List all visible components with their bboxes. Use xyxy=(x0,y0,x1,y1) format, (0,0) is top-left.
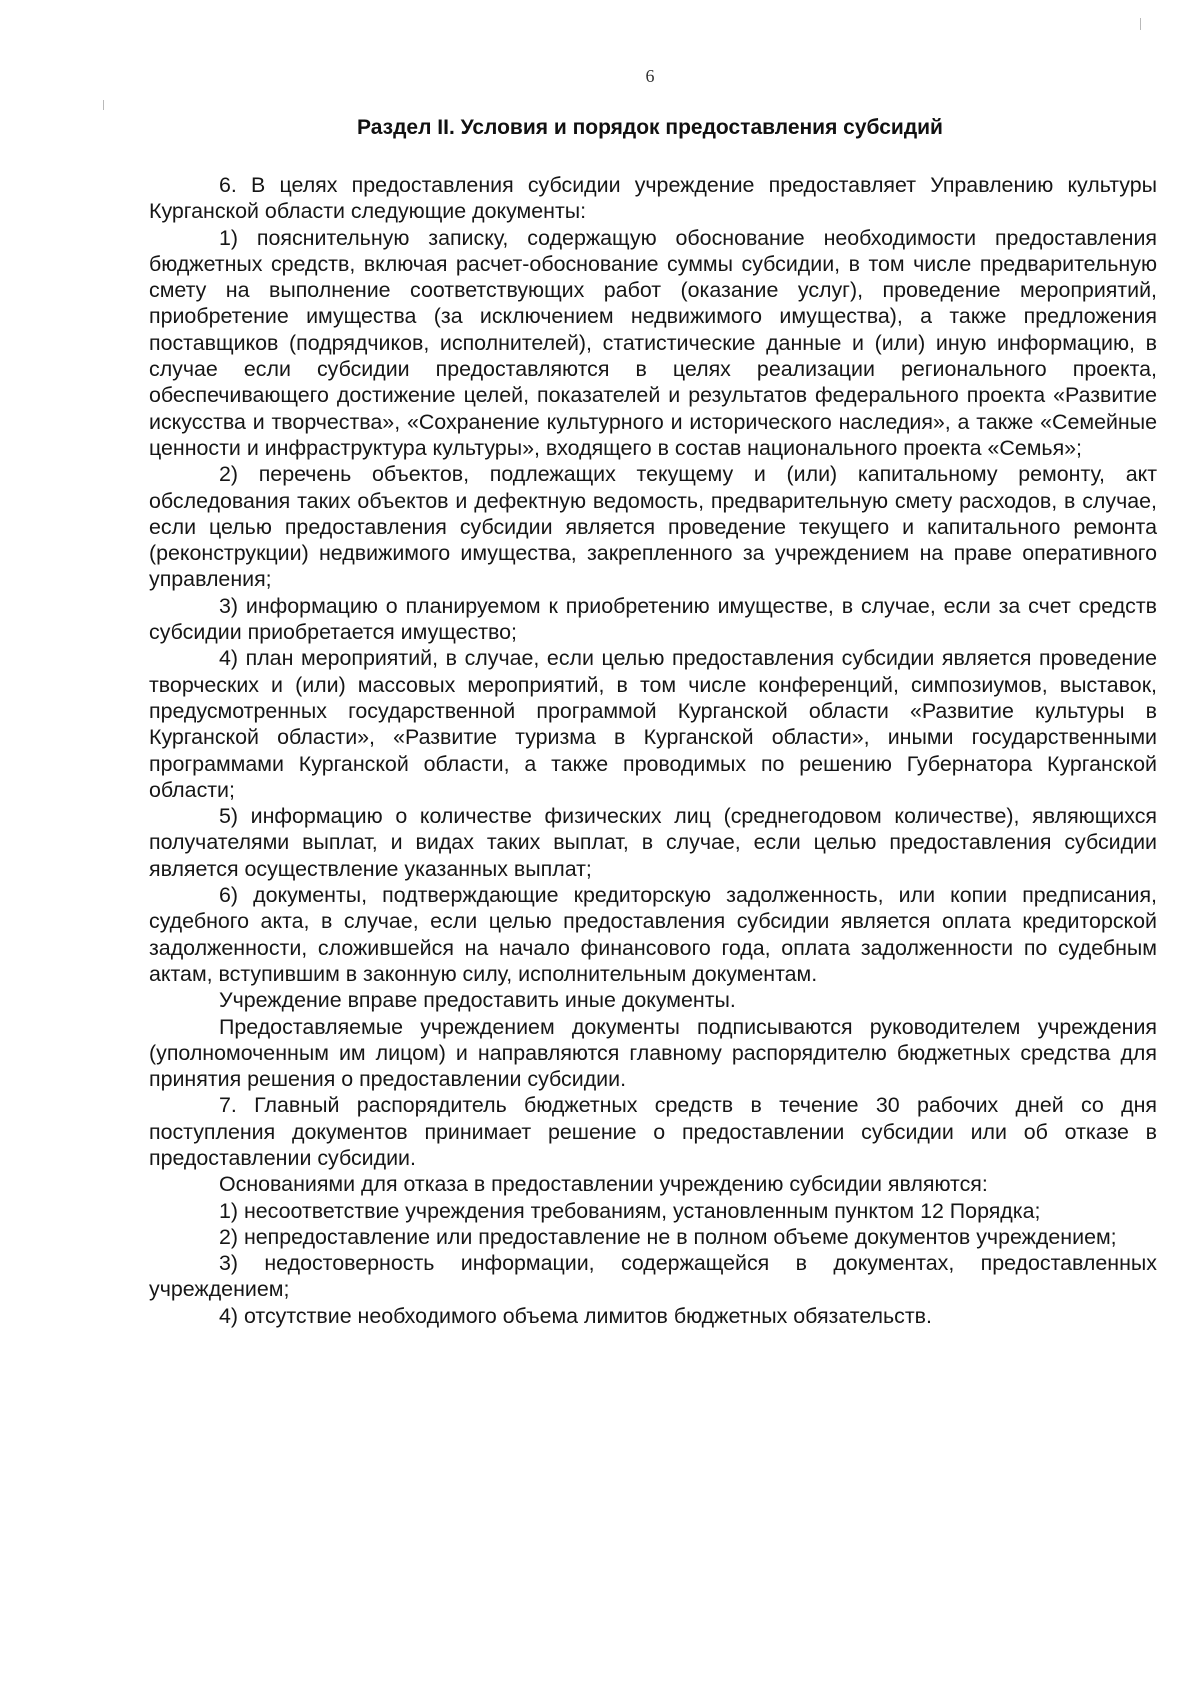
paragraph: 1) несоответствие учреждения требованиям, установленным пунктом 12 Порядка; xyxy=(219,1198,1041,1223)
paragraph: 3) информацию о планируемом к приобретению имуществе, в случае, если за счет средств субсидии приобретается имущество; xyxy=(149,593,1157,645)
paragraph: 1) пояснительную записку, содержащую обоснование необходимости предоставления бюджетных средств, включая расчет-обоснование суммы субсидии, в том числе предварительную смету на выполнение соответствующих работ (оказание услуг), проведение мероприятий, приобретение имущества (за исключением недвижимого имущества), а также предложения поставщиков (подрядчиков, исполнителей), статистические данные и (или) иную информацию, в случае если субсидии предоставляются в целях реализации регионального проекта, обеспечивающего достижение целей, показателей и результатов федерального проекта «Развитие искусства и творчества», «Сохранение культурного и исторического наследия», а также «Семейные ценности и инфраструктура культуры», входящего в состав национального проекта «Семья»; xyxy=(149,225,1157,460)
paragraph: 4) отсутствие необходимого объема лимитов бюджетных обязательств. xyxy=(219,1303,932,1328)
paragraph: 7. Главный распорядитель бюджетных средств в течение 30 рабочих дней со дня поступления документов принимает решение о предоставлении субсидии или об отказе в предоставлении субсидии. xyxy=(149,1093,1157,1170)
paragraph: 6. В целях предоставления субсидии учреждение предоставляет Управлению культуры Курганской области следующие документы: xyxy=(149,173,1157,224)
paragraph: Учреждение вправе предоставить иные документы. xyxy=(219,988,736,1013)
paragraph: Предоставляемые учреждением документы подписываются руководителем учреждения (уполномоченным им лицом) и направляются главному распорядителю бюджетных средства для принятия решения о предоставлении субсидии. xyxy=(149,1014,1157,1092)
document-body xyxy=(149,172,1157,1329)
paragraph: 6) документы, подтверждающие кредиторскую задолженность, или копии предписания, судебного акта, в случае, если целью предоставления субсидии является оплата кредиторской задолженности, сложившейся на начало финансового года, оплата задолженности по судебным актам, вступившим в законную силу, исполнительным документам. xyxy=(149,883,1157,986)
page-number: 6 xyxy=(645,66,655,86)
paragraph: 4) план мероприятий, в случае, если целью предоставления субсидии является проведение творческих и (или) массовых мероприятий, в том числе конференций, симпозиумов, выставок, предусмотренных государственной программой Курганской области «Развитие культуры в Курганской области», «Развитие туризма в Курганской области», иными государственными программами Курганской области, а также проводимых по решению Губернатора Курганской области; xyxy=(149,646,1157,802)
paragraph: 3) недостоверность информации, содержащейся в документах, предоставленных учреждением; xyxy=(149,1251,1157,1302)
paragraph: 2) перечень объектов, подлежащих текущему и (или) капитальному ремонту, акт обследования таких объектов и дефектную ведомость, предварительную смету расходов, в случае, если целью предоставления субсидии является проведение текущего и капитального ремонта (реконструкции) недвижимого имущества, закрепленного за учреждением на праве оперативного управления; xyxy=(149,462,1157,592)
paragraph: 2) непредоставление или предоставление не в полном объеме документов учреждением; xyxy=(219,1224,1117,1249)
scan-mark xyxy=(1140,18,1141,30)
paragraph: 5) информацию о количестве физических лиц (среднегодовом количестве), являющихся получателями выплат, и видах таких выплат, в случае, если целью предоставления субсидии является осуществление указанных выплат; xyxy=(149,804,1157,881)
section-heading: Раздел II. Условия и порядок предоставления субсидий xyxy=(357,116,943,139)
paragraph: Основаниями для отказа в предоставлении учреждению субсидии являются: xyxy=(219,1172,988,1197)
scan-mark xyxy=(103,100,104,110)
